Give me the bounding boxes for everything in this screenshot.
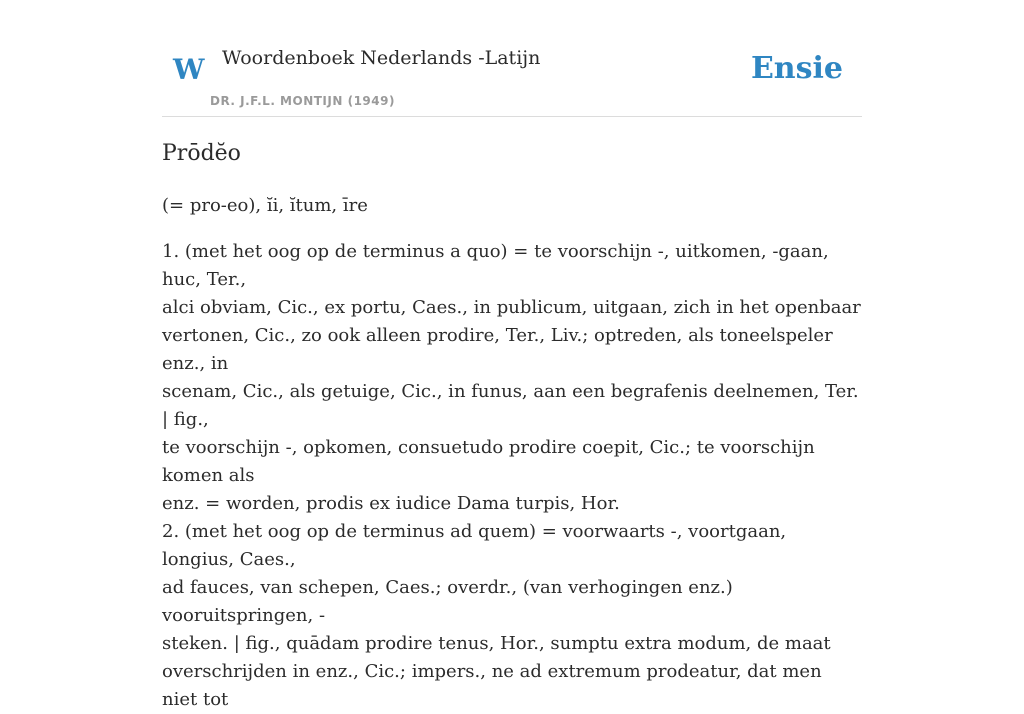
page-header xyxy=(162,0,862,117)
entry-definition xyxy=(162,238,862,714)
dictionary-logo[interactable]: W xyxy=(173,53,205,86)
definition-line: scenam, Cic., als getuige, Cic., in funus, aan een begrafenis deelnemen, Ter. | fig., xyxy=(162,381,859,430)
definition-line: steken. | fig., quādam prodire tenus, Hor., sumptu extra modum, de maat xyxy=(162,633,831,654)
entry-headword: Prōdĕo xyxy=(162,141,241,166)
definition-line: 2. (met het oog op de terminus ad quem) = voorwaarts -, voortgaan, longius, Caes., xyxy=(162,521,787,570)
brand-logo[interactable]: Ensie xyxy=(750,51,843,86)
dictionary-author: DR. J.F.L. MONTIJN (1949) xyxy=(210,94,395,108)
definition-line: ad fauces, van schepen, Caes.; overdr., (van verhogingen enz.) vooruitspringen, - xyxy=(162,577,733,626)
definition-line: alci obviam, Cic., ex portu, Caes., in publicum, uitgaan, zich in het openbaar xyxy=(162,297,861,318)
definition-line: vertonen, Cic., zo ook alleen prodire, Ter., Liv.; optreden, als toneelspeler enz., in xyxy=(162,325,833,374)
dictionary-title[interactable]: Woordenboek Nederlands -Latijn xyxy=(222,47,541,69)
entry-forms: (= pro-eo), ĭi, ĭtum, īre xyxy=(162,195,368,216)
definition-line: 1. (met het oog op de terminus a quo) = te voorschijn -, uitkomen, -gaan, huc, Ter., xyxy=(162,241,829,290)
entry-content xyxy=(162,134,862,714)
definition-line: overschrijden in enz., Cic.; impers., ne ad extremum prodeatur, dat men niet tot xyxy=(162,661,822,710)
definition-line: enz. = worden, prodis ex iudice Dama turpis, Hor. xyxy=(162,493,620,514)
definition-line: te voorschijn -, opkomen, consuetudo prodire coepit, Cic.; te voorschijn komen als xyxy=(162,437,815,486)
